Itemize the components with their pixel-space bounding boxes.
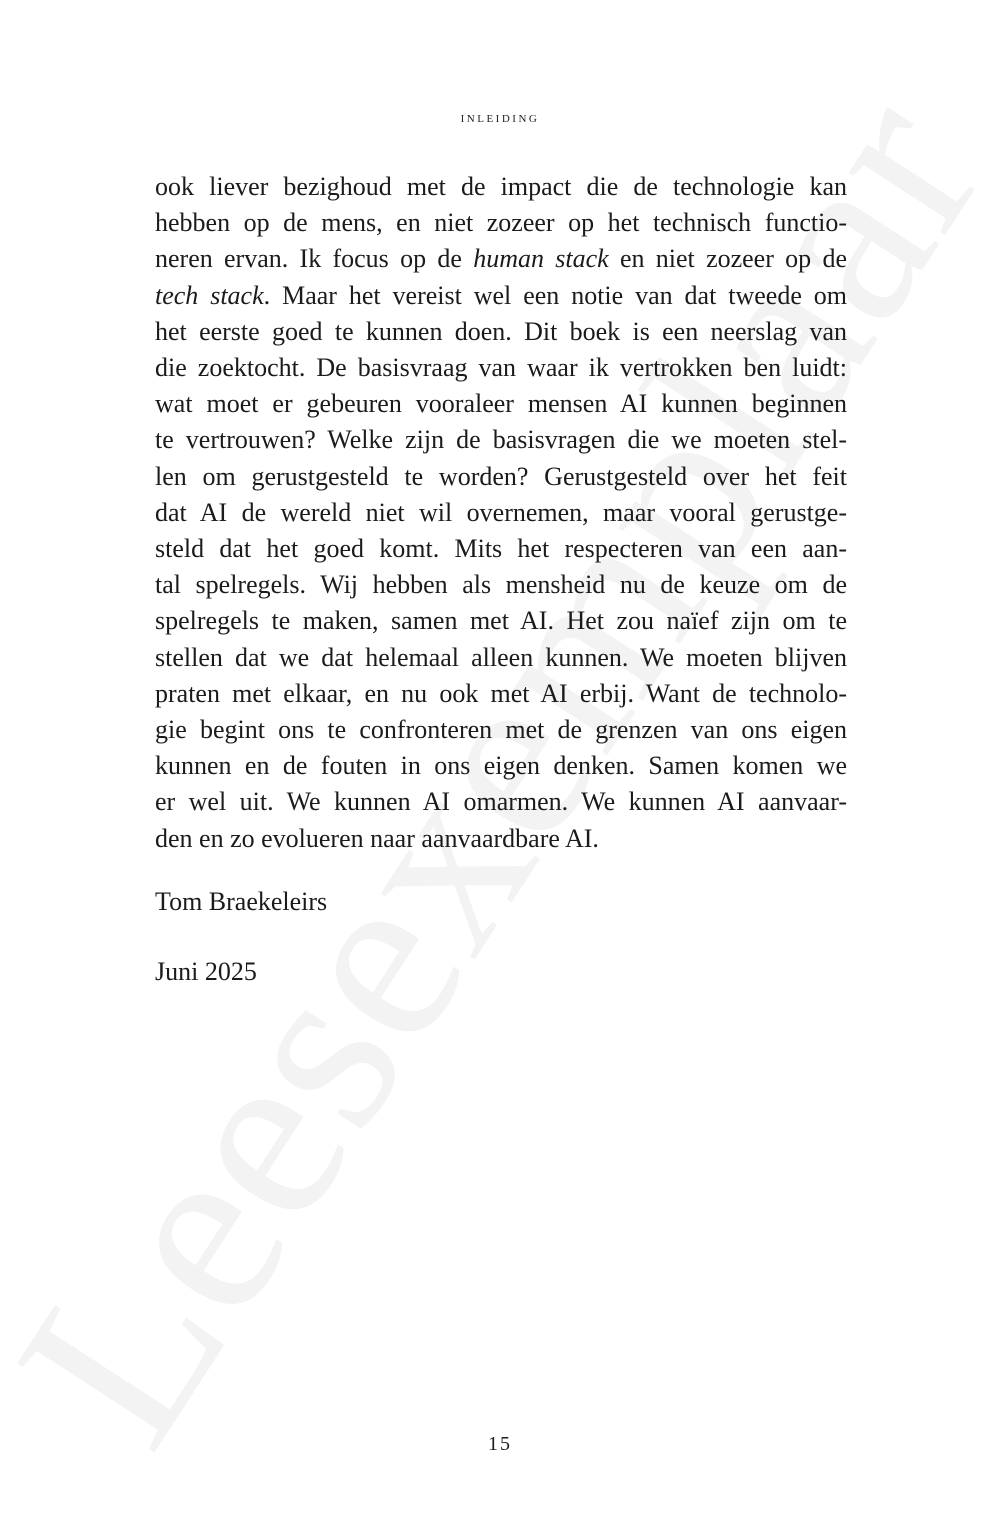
text-segment: . Maar het vereist wel een notie van dat tweede om [263,280,847,310]
text-line [155,784,847,820]
text-segment: kunnen en de fouten in ons eigen denken. Samen komen we [155,751,847,781]
body-text [155,169,847,857]
text-line [155,640,847,676]
text-line [155,314,847,350]
text-segment: wat moet er gebeuren vooraleer mensen AI kunnen beginnen [155,389,847,419]
text-line [155,386,847,422]
text-line [155,422,847,458]
text-segment: len om gerustgesteld te worden? Gerustgesteld over het feit [155,461,847,491]
text-segment: te vertrouwen? Welke zijn de basisvragen die we moeten stel- [155,425,847,455]
text-line [155,531,847,567]
text-segment: dat AI de wereld niet wil overnemen, maar vooral gerustge- [155,497,847,527]
text-segment: steld dat het goed komt. Mits het respecteren van een aan- [155,534,847,564]
text-line [155,350,847,386]
text-segment: gie begint ons te confronteren met de grenzen van ons eigen [155,715,847,745]
text-segment: tal spelregels. Wij hebben als mensheid nu de keuze om de [155,570,847,600]
text-line [155,278,847,314]
running-head: inleiding [460,110,540,126]
text-line [155,712,847,748]
text-line [155,495,847,531]
text-segment: praten met elkaar, en nu ook met AI erbij. Want de technolo- [155,678,847,708]
text-segment: spelregels te maken, samen met AI. Het zou naïef zijn om te [155,606,847,636]
text-line [155,821,847,857]
text-segment: den en zo evolueren naar aanvaardbare AI. [155,823,599,853]
italic-term: tech stack [155,280,264,310]
text-line [155,205,847,241]
text-segment: ook liever bezighoud met de impact die de technologie kan [155,172,847,201]
author-signature: Tom Braekeleirs [155,887,328,916]
text-line [155,459,847,495]
text-segment: hebben op de mens, en niet zozeer op het technisch functio- [155,208,847,238]
text-line [155,567,847,603]
page-number: 15 [488,1433,512,1455]
text-line [155,603,847,639]
text-line [155,169,847,205]
text-line [155,676,847,712]
text-segment: en niet zozeer op de [608,244,847,274]
text-line [155,241,847,277]
italic-term: human stack [473,244,609,274]
text-segment: die zoektocht. De basisvraag van waar ik vertrokken ben luidt: [155,353,847,383]
text-segment: er wel uit. We kunnen AI omarmen. We kunnen AI aanvaar- [155,787,847,817]
text-segment: stellen dat we dat helemaal alleen kunnen. We moeten blijven [155,642,847,672]
text-segment: neren ervan. Ik focus op de [155,244,474,274]
date-line: Juni 2025 [155,957,257,986]
text-segment: het eerste goed te kunnen doen. Dit boek is een neerslag van [155,316,847,346]
text-line [155,748,847,784]
